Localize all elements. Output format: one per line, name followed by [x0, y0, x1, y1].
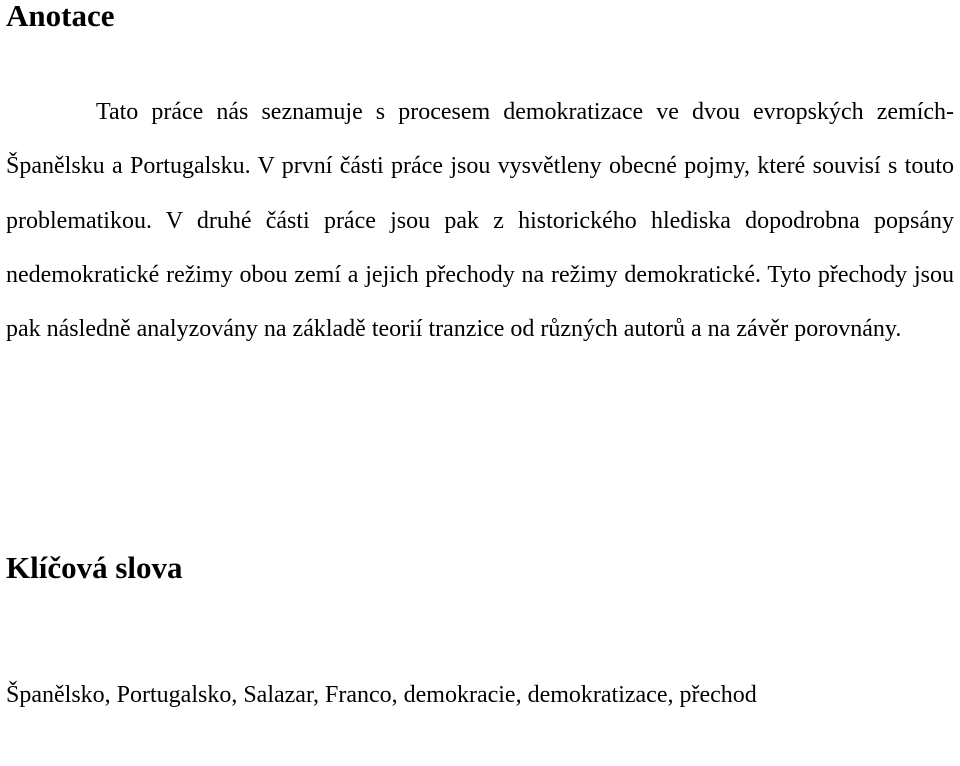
annotation-text: Tato práce nás seznamuje s procesem demokratizace ve dvou evropských zemích- Španělsku a Portugalsku. V první části práce jsou vysvětleny obecné pojmy, které souvisí s touto problematikou. V druhé části práce jsou pak z historického hlediska dopodrobna popsány nedemokratické režimy obou zemí a jejich přechody na režimy demokratické. Tyto přechody jsou pak následně analyzovány na základě teorií tranzice od různých autorů a na závěr porovnány. — [6, 99, 954, 343]
keywords-heading: Klíčová slova — [6, 550, 183, 585]
annotation-heading: Anotace — [6, 0, 115, 33]
keywords-text: Španělsko, Portugalsko, Salazar, Franco, demokracie, demokratizace, přechod — [6, 682, 757, 708]
